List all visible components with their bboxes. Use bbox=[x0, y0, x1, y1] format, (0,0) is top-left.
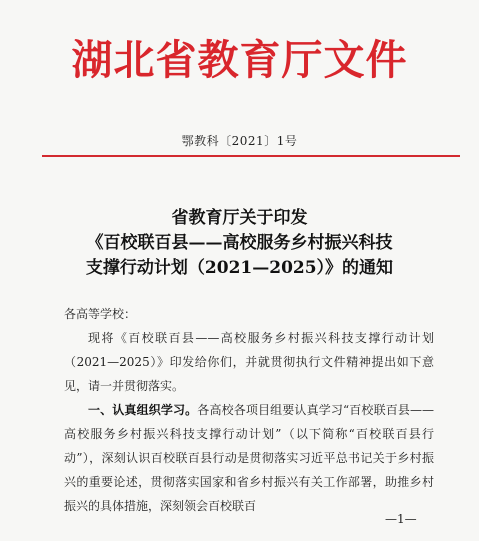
notice-title-line-2: 《百校联百县——高校服务乡村振兴科技 bbox=[86, 233, 393, 253]
red-divider-rule bbox=[42, 155, 460, 157]
paragraph-section-1 bbox=[64, 398, 434, 518]
page-number: —1— bbox=[385, 512, 417, 526]
salutation: 各高等学校： bbox=[64, 307, 137, 321]
notice-title bbox=[0, 206, 479, 281]
document-number: 鄂教科〔2021〕1号 bbox=[181, 134, 298, 148]
notice-title-line-1: 省教育厅关于印发 bbox=[171, 208, 308, 228]
notice-title-line-3: 支撑行动计划（2021—2025）》的通知 bbox=[85, 258, 394, 278]
document-body bbox=[64, 302, 434, 518]
section-1-text: 各高校各项目组要认真学习“百校联百县——高校服务乡村振兴科技支撑行动计划”（以下简称“百校联百县行动”），深刻认识百校联百县行动是贯彻落实习近平总书记关于乡村振兴的重要论述，贯彻落实国家和省乡村振兴有关工作部署，助推乡村振兴的具体措施，深刻领会百校联百 bbox=[64, 403, 434, 513]
paragraph-intro: 现将《百校联百县——高校服务乡村振兴科技支撑行动计划（2021—2025）》印发给你们，并就贯彻执行文件精神提出如下意见，请一并贯彻落实。 bbox=[64, 331, 434, 393]
section-1-heading: 一、认真组织学习。 bbox=[88, 403, 198, 417]
letterhead-title: 湖北省教育厅文件 bbox=[71, 36, 408, 84]
